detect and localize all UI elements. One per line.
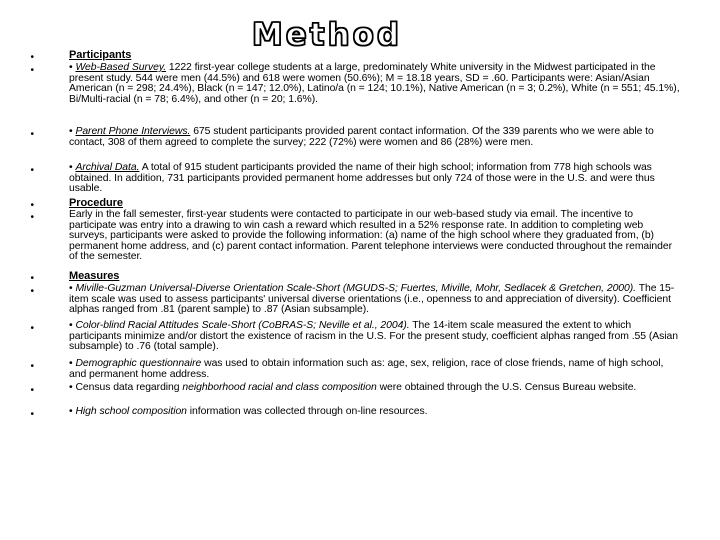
paragraph: • Parent Phone Interviews. 675 student participants provided parent contact information. Of the 339 parents who we were able to contact, 308 of them agreed to complete the survey; 222 (72%) were women and 86 (28%) were men. — [69, 126, 654, 148]
list-item — [0, 321, 720, 359]
section-heading-participants: Participants — [69, 49, 132, 61]
list-item — [0, 63, 720, 127]
section-heading-measures: Measures — [69, 270, 120, 282]
paragraph-lead: Color-blind Racial Attitudes Scale-Short (CoBRAS-S; Neville et al., 2004). — [75, 320, 410, 331]
list-item — [0, 407, 720, 421]
bullet-marker: • — [30, 323, 34, 334]
bullet-marker: • — [30, 273, 34, 284]
bullet-marker: • — [30, 200, 34, 211]
bullet-marker: • — [30, 212, 34, 223]
bullet-marker: • — [30, 52, 34, 63]
paragraph: • High school composition information was collected through on-line resources. — [69, 406, 428, 417]
paragraph: • Demographic questionnaire was used to obtain information such as: age, sex, religion, race of close friends, name of high school, and permanent home address. — [69, 358, 664, 380]
section-heading-procedure: Procedure — [69, 197, 123, 209]
list-item — [0, 359, 720, 383]
paragraph: • Color-blind Racial Attitudes Scale-Short (CoBRAS-S; Neville et al., 2004). The 14-item scale measured the extent to which participants minimize and/or distort the existence of racism in the U.S. For the present study, coefficient alphas ranged from .55 (Asian subsample) to .76 (total sample). — [69, 320, 678, 353]
paragraph-lead: Web-Based Survey. — [75, 62, 167, 73]
list-item — [0, 210, 720, 271]
list-item — [0, 163, 720, 198]
paragraph: • Census data regarding neighborhood racial and class composition were obtained through the U.S. Census Bureau website. — [69, 382, 637, 393]
body-content — [0, 50, 720, 421]
paragraph: Early in the fall semester, first-year students were contacted to participate in our web-based study via email. The incentive to participate was entry into a drawing to win cash a reward which resulted in a 52% response rate. In addition to completing web surveys, participants were asked to provide the following information: (a) name of the high school where they graduated from, (b) permanent home address, and (c) parent contact information. Parent telephone interviews were conducted throughout the remainder of the semester. — [69, 209, 673, 263]
list-item — [0, 127, 720, 163]
list-item — [0, 383, 720, 407]
paragraph-lead: Miville-Guzman Universal-Diverse Orientation Scale-Short (MGUDS-S; Fuertes, Miville, Mohr, Sedlacek & Gretchen, 2000). — [75, 283, 637, 294]
paragraph-lead: High school composition — [75, 406, 187, 417]
paragraph-lead: Demographic questionnaire — [75, 358, 202, 369]
paragraph-emphasis: neighborhood racial and class composition — [182, 382, 377, 393]
bullet-marker: • — [30, 361, 34, 372]
bullet-marker: • — [30, 129, 34, 140]
paragraph: • Miville-Guzman Universal-Diverse Orientation Scale-Short (MGUDS-S; Fuertes, Miville, Mohr, Sedlacek & Gretchen, 2000). The 15-item scale was used to assess participants' universal diverse orientations (i.e., openness to and appreciation of diversity). Coefficient alphas ranged from .81 (parent sample) to .87 (Asian subsample). — [69, 283, 675, 316]
paragraph-lead: Parent Phone Interviews. — [75, 126, 191, 137]
bullet-marker: • — [30, 165, 34, 176]
page-title: Method — [251, 17, 403, 53]
bullet-marker: • — [30, 65, 34, 76]
bullet-marker: • — [30, 286, 34, 297]
paragraph: • Archival Data. A total of 915 student participants provided the name of their high school; information from 778 high schools was obtained. In addition, 731 participants provided permanent home addresses but only 724 of those were in the U.S. and were thus usable. — [69, 162, 655, 195]
list-item — [0, 284, 720, 321]
paragraph: • Web-Based Survey. 1222 first-year college students at a large, predominately White university in the Midwest participated in the present study. 544 were men (44.5%) and 618 were women (50.6%); M = 18.18 years, SD = .60. Participants were: Asian/Asian American (n = 298; 24.4%), Black (n = 147; 12.0%), Latino/a (n = 124; 10.1%), Native American (n = 3; 0.2%), White (n = 551; 45.1%), Bi/Multi-racial (n = 78; 6.4%), and other (n = 20; 1.6%). — [69, 62, 680, 105]
paragraph-lead: Archival Data. — [75, 162, 140, 173]
bullet-marker: • — [30, 409, 34, 420]
bullet-marker: • — [30, 385, 34, 396]
